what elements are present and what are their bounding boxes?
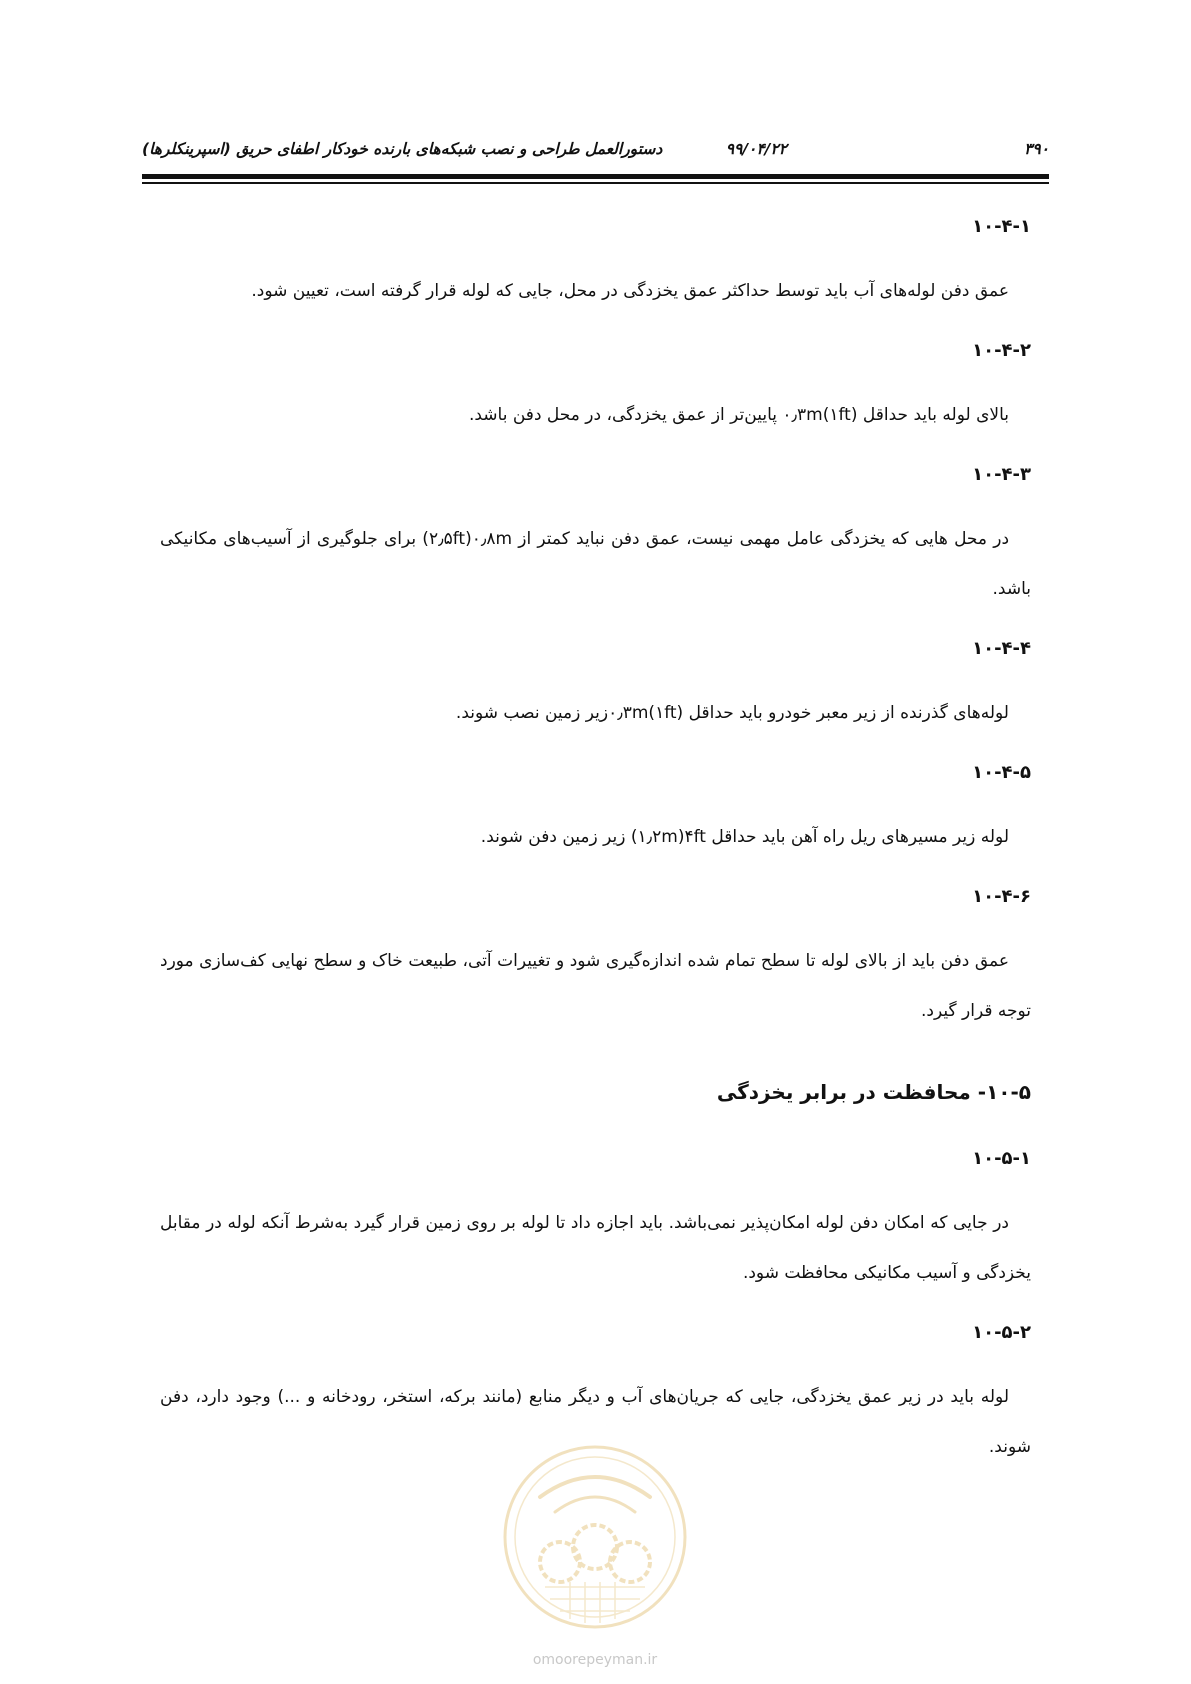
clause-text: لوله زیر مسیرهای ریل راه آهن باید حداقل ۴ft(۱٫۲m) زیر زمین دفن شوند. xyxy=(480,827,1009,847)
clause-number: ۱۰-۴-۶ xyxy=(972,886,1031,907)
clause-text: عمق دفن لوله‌های آب باید توسط حداکثر عمق یخزدگی در محل، جایی که لوله قرار گرفته است، تعیین شود. xyxy=(251,281,1009,301)
clause-number: ۱۰-۵-۲ xyxy=(972,1322,1031,1343)
header-title: دستورالعمل طراحی و نصب شبکه‌های بارنده خودکار اطفای حریق (اسپرینکلرها) xyxy=(142,140,663,158)
clause-text: بالای لوله باید حداقل ۰٫۳m(۱ft) پایین‌تر از عمق یخزدگی، در محل دفن باشد. xyxy=(468,405,1009,425)
watermark-site: omoorepeyman.ir xyxy=(532,1652,658,1668)
clause-number: ۱۰-۵-۱ xyxy=(972,1148,1031,1169)
clause-number: ۱۰-۴-۵ xyxy=(972,762,1031,783)
watermark-logo-icon xyxy=(500,1437,690,1637)
running-header xyxy=(142,136,1049,166)
header-rule-thick xyxy=(142,174,1049,179)
page-number: ۳۹۰ xyxy=(1024,140,1049,158)
clause-number: ۱۰-۴-۲ xyxy=(972,340,1031,361)
clause-text: لوله‌های گذرنده از زیر معبر خودرو باید حداقل ۰٫۳m(۱ft)زیر زمین نصب شوند. xyxy=(455,703,1009,723)
clause-number: ۱۰-۴-۴ xyxy=(972,638,1031,659)
main-content xyxy=(160,214,1031,1494)
clause-text: در جایی که امکان دفن لوله امکان‌پذیر نمی‌باشد. باید اجازه داد تا لوله بر روی زمین قرار گیرد به‌شرط آنکه لوله در مقابل یخزدگی و آسیب مکانیکی محافظت شود. xyxy=(160,1213,1031,1283)
clause-text: لوله باید در زیر عمق یخزدگی، جایی که جریان‌های آب و دیگر منابع (مانند برکه، استخر، رودخانه و ...) وجود دارد، دفن شوند. xyxy=(160,1387,1031,1457)
clause-number: ۱۰-۴-۱ xyxy=(972,216,1031,237)
section-heading: ۱۰-۵- محافظت در برابر یخزدگی xyxy=(716,1080,1031,1104)
header-date: ۹۹/۰۴/۲۲ xyxy=(725,140,787,158)
header-rule-thin xyxy=(142,182,1049,184)
clause-text: عمق دفن باید از بالای لوله تا سطح تمام شده اندازه‌گیری شود و تغییرات آتی، طبیعت خاک و سطح نهایی کف‌سازی مورد توجه قرار گیرد. xyxy=(160,951,1031,1021)
clause-number: ۱۰-۴-۳ xyxy=(972,464,1031,485)
clause-text: در محل هایی که یخزدگی عامل مهمی نیست، عمق دفن نباید کمتر از ۰٫۸m(۲٫۵ft) برای جلوگیری از آسیب‌های مکانیکی باشد. xyxy=(160,529,1031,599)
